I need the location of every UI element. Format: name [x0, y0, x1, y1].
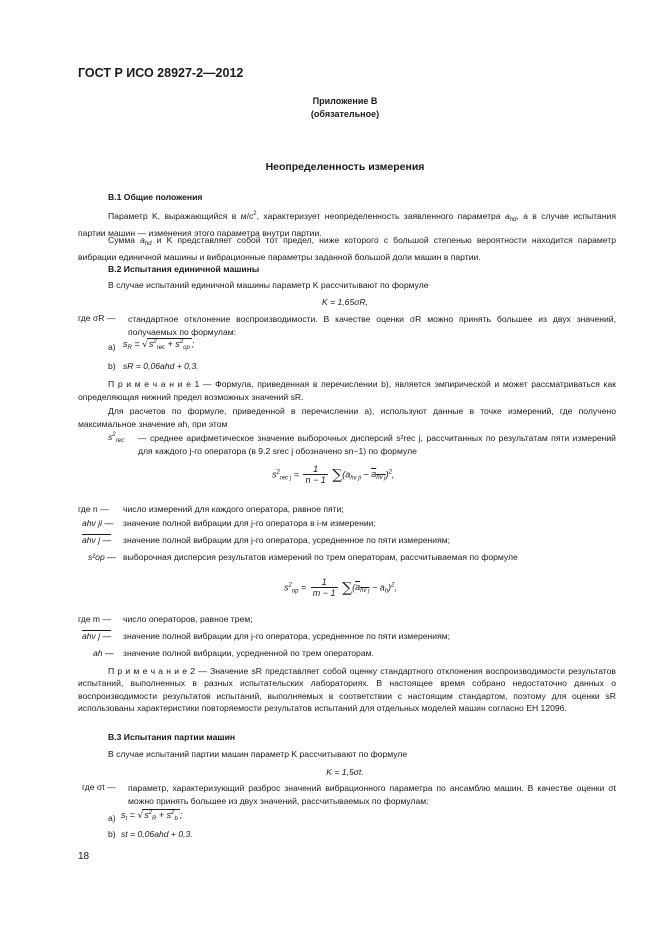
b2-def-ahvj-symbol: ahv j — [82, 535, 112, 545]
b2-heading: В.2 Испытания единичной машины [108, 264, 260, 274]
b2-def-sop-symbol: s²op — [88, 552, 116, 562]
b2-where-label: где σR — [78, 313, 116, 323]
b2-def-ahvji-text: значение полной вибрации для j-го оператора в i-м измерении; [123, 518, 376, 528]
b2-def2-ahvj-symbol: ahv j — [82, 631, 112, 641]
b2-srec-text: — среднее арифметическое значение выборочных дисперсий s²rec j, рассчитанных по результатам пяти измерений для каждого j-го оператора (в 9.2 srec j обозначено sn−1) по формуле [138, 433, 616, 456]
b3-where-text: параметр, характеризующий разброс значений вибрационного параметра по ансамблю машин. В качестве оценки σt можно принять большее из двух значений, рассчитываемых по формулам: [128, 783, 616, 806]
b3-item-a-formula: $s_t = √s^2_R + s^2_b$ ; [121, 810, 183, 822]
b3-intro: В случае испытаний партии машин параметр K рассчитывают по формуле [108, 749, 408, 759]
section-title: Неопределенность измерения [265, 161, 425, 173]
b3-item-a-label: a) [108, 813, 116, 823]
b1-paragraph-2: Сумма $a_{hd}$ и K представляет собой тот предел, ниже которого с большой степенью вероятности находится параметр вибрации единичной машины и вибрационные параметры заданной большой доли машин в партии. [78, 235, 617, 262]
b3-item-b-label: b) [108, 829, 116, 839]
b1-heading: В.1 Общие положения [108, 192, 203, 202]
b2-def-ahvj-text: значение полной вибрации для j-го оператора, усредненное по пяти измерениям; [123, 535, 451, 545]
b3-heading: В.3 Испытания партии машин [108, 732, 236, 742]
b2-formula-srec: $s^2_{rec j}$ = $\frac{1}{n - 1}$ $\sum(a_{hv ji} - a_{hv j})^2$, [272, 464, 395, 485]
b2-def-ah-symbol: ah — [93, 648, 114, 658]
b2-item-a-formula: $s_R = √s^2_{rec} + s^2_{op}$ ; [123, 339, 195, 351]
b2-def-n-symbol: где n — [78, 504, 109, 514]
b2-def-ah-text: значение полной вибрации, усредненной по трем операторам. [123, 648, 374, 658]
b2-def-sop-text: выборочная дисперсия результатов измерений по трем операторам, рассчитываемая по формуле [123, 552, 518, 562]
b2-def-m-text: число операторов, равное трем; [123, 614, 253, 624]
b2-note-2: П р и м е ч а н и е 2 — Значение sR представляет собой оценку стандартного отклонения воспроизводимости результатов испытаний, выполненных в разных испытательских лабораториях. В настоящее время собрано недостаточно данных о воспроизводимости результатов испытаний, выполняемых в соответствии с настоящим стандартом, поэтому для оценки sR использованы характеристики повторяемости результатов испытаний для отдельных моделей машин согласно ЕН 12096. [78, 666, 616, 714]
b1-paragraph-1: Параметр K, выражающийся в $м/с^2$, характеризует неопределенность заявленного параметра $a_{hd}$, а в случае испытания партии машин — изменения этого параметра внутри партии. [78, 211, 616, 238]
page-number: 18 [78, 851, 90, 862]
b2-item-b-label: b) [108, 361, 116, 371]
b3-formula-k: K = 1,5σt. [326, 767, 364, 777]
b2-def-n-text: число измерений для каждого оператора, равное пяти; [123, 504, 344, 514]
b2-where-text: стандартное отклонение воспроизводимости. В качестве оценки σR можно принять большее из двух значений, получаемых по формулам: [128, 314, 616, 337]
b2-item-a-label: a) [108, 342, 116, 352]
annex-status: (обязательное) [310, 109, 380, 119]
b2-note-1: П р и м е ч а н и е 1 — Формула, приведенная в перечислении b), является эмпирической и может рассматриваться как определяющая нижний предел возможных значений sR. [78, 379, 616, 402]
b2-formula-k: K = 1,65σR, [321, 297, 369, 307]
b2-item-b-formula: sR = 0,06ahd + 0,3. [123, 361, 199, 371]
standard-header: ГОСТ Р ИСО 28927-2—2012 [78, 66, 244, 80]
b2-intro: В случае испытаний единичной машины параметр K рассчитывают по формуле [108, 280, 429, 290]
b3-item-b-formula: st = 0,06ahd + 0,3. [121, 829, 193, 839]
annex-title: Приложение В [312, 96, 378, 106]
b2-formula-sop: $s^2_{op}$ = $\frac{1}{m - 1}$ $\sum(a_{hv j} - a_h)^2$, [284, 577, 397, 598]
b3-where-label: где σt — [82, 782, 116, 792]
b2-calc-paragraph: Для расчетов по формуле, приведенной в перечислении а), используют данные в точке измерений, где получено максимальное значение ah, при этом [78, 406, 616, 429]
b2-def-ahvji-symbol: ahv ji — [82, 518, 114, 528]
b2-srec-symbol: $s^2_{rec}$ [108, 432, 124, 444]
b2-def-m-symbol: где m — [78, 614, 112, 624]
b2-def2-ahvj-text: значение полной вибрации для j-го оператора, усредненное по пяти измерениям; [123, 631, 451, 641]
